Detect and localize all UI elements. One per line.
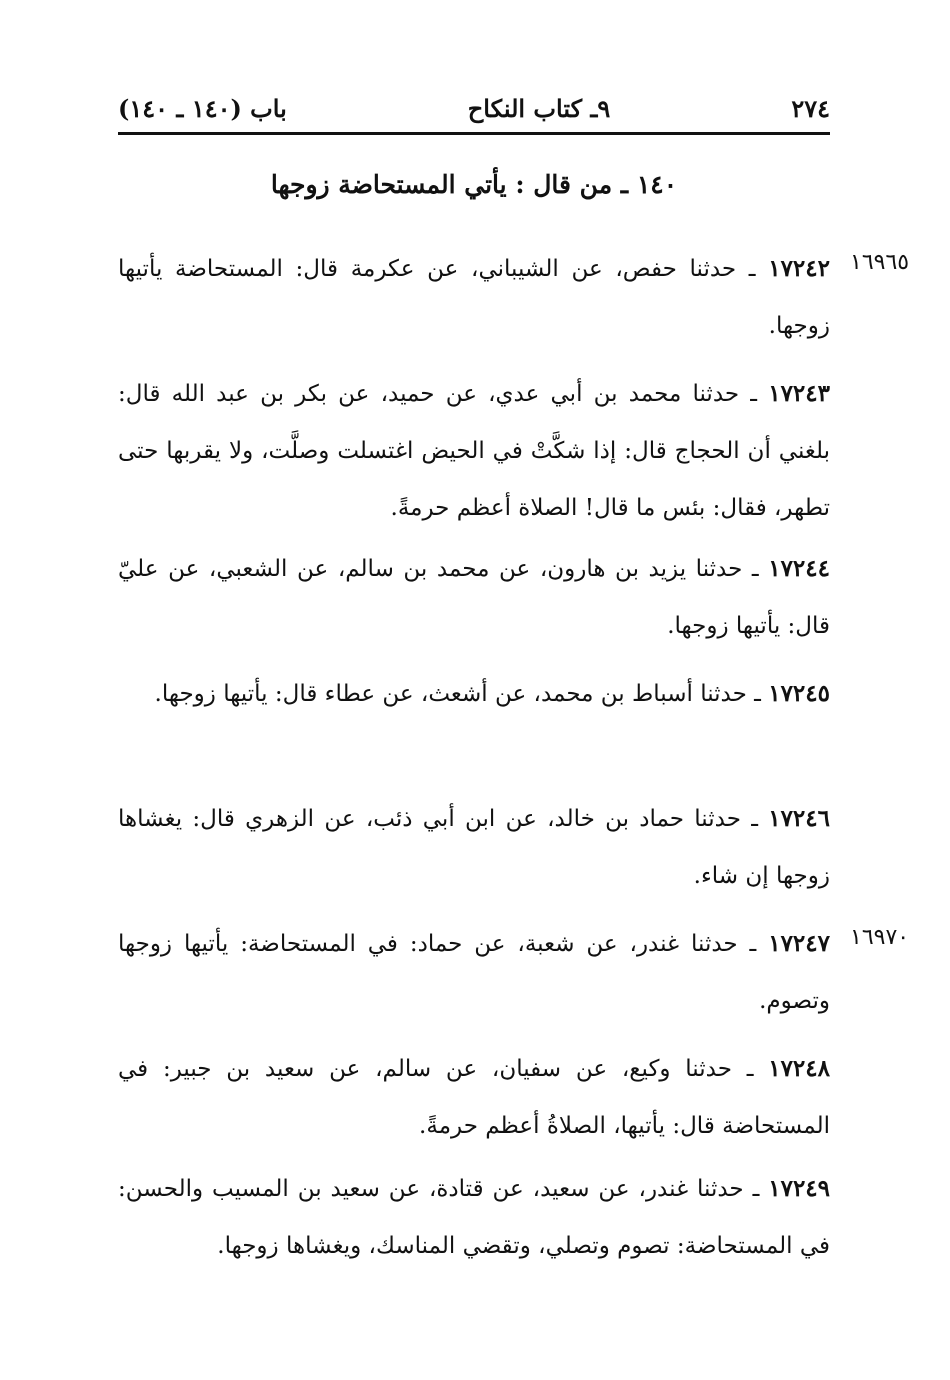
hadith-number: ١٧٢٤٤ [768,555,830,582]
hadith-text: ـ حدثنا غندر، عن شعبة، عن حماد: في المستحاضة: يأتيها زوجها وتصوم. [118,931,830,1014]
hadith-text: ـ حدثنا غندر، عن سعيد، عن قتادة، عن سعيد بن المسيب والحسن: في المستحاضة: تصوم وتصلي، وتقضي المناسك، ويغشاها زوجها. [118,1176,830,1259]
hadith-entry [118,915,830,1030]
hadith-entry [118,365,830,537]
hadith-entry [118,540,830,655]
page-header [118,88,830,128]
hadith-text: ـ حدثنا يزيد بن هارون، عن محمد بن سالم، عن الشعبي، عن عليّ قال: يأتيها زوجها. [118,556,830,639]
hadith-entry [118,665,830,723]
hadith-number: ١٧٢٤٦ [768,805,830,832]
hadith-entry [118,1160,830,1275]
hadith-text: ـ حدثنا أسباط بن محمد، عن أشعث، عن عطاء قال: يأتيها زوجها. [154,681,761,707]
hadith-number: ١٧٢٤٥ [768,680,830,707]
hadith-number: ١٧٢٤٢ [768,255,830,282]
hadith-text: ـ حدثنا وكيع، عن سفيان، عن سالم، عن سعيد بن جبير: في المستحاضة قال: يأتيها، الصلاةُ أعظم حرمةً. [118,1056,830,1139]
chapter-range: باب (١٤٠ ـ ١٤٠) [118,93,287,123]
hadith-number: ١٧٢٤٣ [768,380,830,407]
header-divider [118,132,830,135]
hadith-number: ١٧٢٤٧ [768,930,830,957]
hadith-number: ١٧٢٤٨ [768,1055,830,1082]
hadith-text: ـ حدثنا حماد بن خالد، عن ابن أبي ذئب، عن الزهري قال: يغشاها زوجها إن شاء. [118,806,830,889]
margin-reference: ١٦٩٧٠ [850,925,910,950]
book-title: ٩ـ كتاب النكاح [467,93,611,123]
chapter-title: ١٤٠ ـ من قال : يأتي المستحاضة زوجها [270,170,678,199]
margin-reference: ١٦٩٦٥ [850,250,910,275]
hadith-entry [118,1040,830,1155]
hadith-entry [118,790,830,905]
hadith-text: ـ حدثنا حفص، عن الشيباني، عن عكرمة قال: المستحاضة يأتيها زوجها. [118,256,830,339]
hadith-text: ـ حدثنا محمد بن أبي عدي، عن حميد، عن بكر بن عبد الله قال: بلغني أن الحجاج قال: إذا شكَّتْ في الحيض اغتسلت وصلَّت، ولا يقربها حتى تطهر، فقال: بئس ما قال! الصلاة أعظم حرمةً. [118,381,830,521]
page-number: ٢٧٤ [791,93,830,123]
hadith-entry [118,240,830,355]
hadith-number: ١٧٢٤٩ [768,1175,831,1202]
